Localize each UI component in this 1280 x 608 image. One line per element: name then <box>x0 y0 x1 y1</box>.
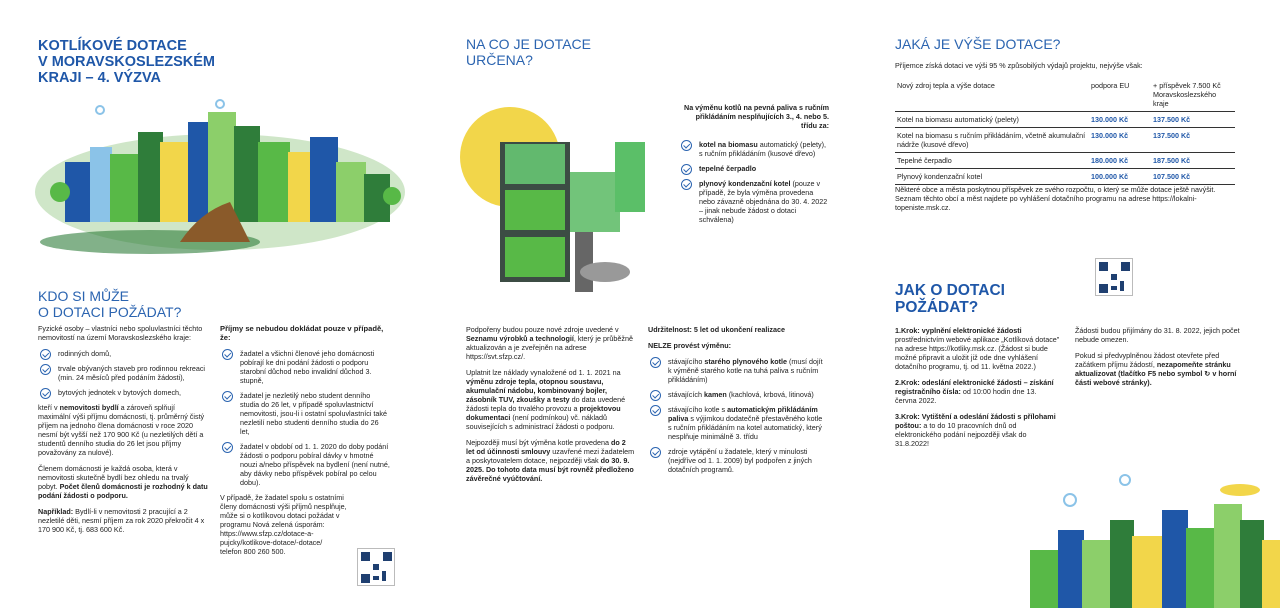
qr-code-lokalni-topeniste <box>1095 258 1133 296</box>
eligibility-text <box>38 324 208 541</box>
qr-code-nzu <box>357 548 395 586</box>
check-icon <box>650 390 661 401</box>
income-paragraph: kteří v nemovitosti bydlí a zároveň splňují maximální výši příjmu domácnosti, tj. průměrný čistý příjem na jednoho člena domácnosti v roce 2020 nesmí být vyšší než 170 900 Kč (u nezletilých dětí a studentů denního studia do 26 let jsou příjmy považovány za nulové). <box>38 403 205 457</box>
sustainability-line: Udržitelnost: 5 let od ukončení realizace <box>648 325 785 334</box>
boiler-illustration <box>455 82 665 312</box>
check-icon <box>681 164 692 175</box>
svt-paragraph: Podpořeny budou pouze nové zdroje uvedené v Seznamu výrobků a technologií, který je průběžně aktualizován a je zveřejněn na adrese https://svt.sfzp.cz/. <box>466 325 633 361</box>
municipality-note: Některé obce a města poskytnou příspěvek ze svého rozpočtu, o který se může dotace ještě navýšit. Seznam těchto obcí a měst najdete po vyhlášení dotačního programu na adrese https://lokalni-topeniste.msk.cz. <box>895 185 1216 212</box>
table-header: Nový zdroj tepla a výše dotace podpora EU + příspěvek 7.500 Kč Moravskoslezského kraje <box>897 81 1221 108</box>
steps-text <box>895 326 1060 455</box>
replacement-list <box>679 140 829 224</box>
nzu-footer: V případě, že žadatel spolu s ostatními členy domácnosti výši příjmů nesplňuje, může si o kotlíkovou dotaci požádat v programu Nová zelená úsporám: https://www.sfzp.cz/dotace-a-pujcky/kotlikove-dotace/-dotace/ telefon 800 260 500. <box>220 493 347 556</box>
section-title-amount: JAKÁ JE VÝŠE DOTACE? <box>895 36 1061 52</box>
check-icon <box>681 179 692 190</box>
check-icon <box>40 388 51 399</box>
step-2: 2.Krok: odeslání elektronické žádosti – získání registračního čísla: od 10:00 hodin dne 13. června 2022. <box>895 378 1054 405</box>
list-item: plynový kondenzační kotel (pouze v případě, že byla výměna provedena nebo závazně objednána do 30. 4. 2022 – jinak nebude žádost o dotaci schválena) <box>679 179 829 224</box>
income-exceptions <box>220 324 390 563</box>
amount-table <box>895 78 1235 185</box>
replacement-heading: Na výměnu kotlů na pevná paliva s ručním přikládáním nesplňujících 3., 4. nebo 5. třídu za: <box>684 103 829 130</box>
page-title: KOTLÍKOVÉ DOTACE V MORAVSKOSLEZSKÉM KRAJI – 4. VÝZVA <box>38 38 215 86</box>
costs-paragraph: Uplatnit lze náklady vynaložené od 1. 1. 2021 na výměnu zdroje tepla, otopnou soustavu, akumulační nádobu, kombinovaný bojler, zásobník TUV, zkoušky a testy do data uvedené žádosti tepla do trvalého provozu a projektovou dokumentaci (není podmínkou) vč. nákladů souvisejících s administrací žádosti o podporu. <box>466 368 626 431</box>
list-item: žadatel je nezletilý nebo student denního studia do 26 let, v případě spoluvlastnictví nemovitosti, jsou-li i ostatní spoluvlastníci také nezletilí nebo studenti denního studia do 26 let, <box>220 391 390 436</box>
list-item: trvale obývaných staveb pro rodinnou rekreaci (min. 24 měsíců před podáním žádosti), <box>38 364 208 382</box>
amount-intro: Příjemce získá dotaci ve výši 95 % způsobilých výdajů projektu, nejvýše však: <box>895 61 1143 70</box>
list-item: stávajícího starého plynového kotle (musí dojít k výměně starého kotle na tuhá paliva s ručním přikládáním) <box>648 357 823 384</box>
section-title-how: JAK O DOTACI POŽÁDAT? <box>895 282 1005 316</box>
submission-deadline: Žádosti budou přijímány do 31. 8. 2022, jejich počet nebude omezen. <box>1075 326 1240 344</box>
table-row: Plynový kondenzační kotel 100.000 Kč 107.500 Kč <box>895 169 1235 185</box>
list-item: zdroje vytápění u žadatele, který v minulosti (nejdříve od 1. 1. 2009) byl podpořen z jiných dotačních programů. <box>648 447 823 474</box>
check-icon <box>222 442 233 453</box>
check-icon <box>650 447 661 458</box>
list-item: žadatel a všichni členové jeho domácnosti pobírají ke dni podání žádosti o podporu starobní důchod nebo invalidní důchod 3. stupně, <box>220 349 390 385</box>
eligibility-intro: Fyzické osoby – vlastníci nebo spoluvlastníci těchto nemovitostí na území Moravskoslezského kraje: <box>38 324 203 342</box>
list-item: žadatel v období od 1. 1. 2020 do doby podání žádosti o podporu pobíral dávky v hmotné nouzi a/nebo příspěvek na bydlení (není nutné, aby dávky nebo příspěvek pobíral po celou dobu). <box>220 442 390 487</box>
step-1: 1.Krok: vyplnění elektronické žádosti prostřednictvím webové aplikace „Kotlíková dotace" na adrese https://kotliky.msk.cz. (Žádost si bude možné připravit a uložit již ode dne vyhlášení dotačního programu, tj. od 11. května 2022.) <box>895 326 1060 371</box>
list-item: kotel na biomasu automatický (pelety), s ručním přikládáním (kusové dřevo) <box>679 140 829 158</box>
section-title-who: KDO SI MŮŽE O DOTACI POŽÁDAT? <box>38 288 182 320</box>
submission-info <box>1075 326 1245 394</box>
exceptions-heading: Příjmy se nebudou dokládat pouze v případě, že: <box>220 324 384 342</box>
list-item: stávajícího kotle s automatickým přikládáním paliva s výjimkou dodatečně přestavěného kotle s ručním přikládáním na kotel automatický, který nesplňuje minimálně 3. třídu <box>648 405 823 441</box>
household-paragraph: Členem domácnosti je každá osoba, která v nemovitosti skutečně bydlí bez ohledu na trvalý pobyt. Počet členů domácnosti je rozhodný k datu podání žádosti o podporu. <box>38 464 208 500</box>
restrictions-list <box>648 357 823 474</box>
check-icon <box>40 364 51 375</box>
check-icon <box>222 391 233 402</box>
example-paragraph: Například: Bydlí-li v nemovitosti 2 pracující a 2 nezletilé děti, nesmí příjem za rok 2020 překročit 4 x 170 900 Kč, tj. 683 600 Kč. <box>38 507 205 534</box>
list-item: bytových jednotek v bytových domech, <box>38 388 208 397</box>
list-item: rodinných domů, <box>38 349 208 358</box>
conditions-text <box>466 325 636 490</box>
city-illustration <box>30 92 410 262</box>
list-item: stávajících kamen (kachlová, krbová, litinová) <box>648 390 823 399</box>
list-item: tepelné čerpadlo <box>679 164 829 173</box>
replacement-box <box>679 103 829 230</box>
section-title-what: NA CO JE DOTACE URČENA? <box>466 36 591 68</box>
check-icon <box>222 349 233 360</box>
restrictions-text <box>648 325 823 480</box>
city-illustration-bottom <box>1010 470 1280 608</box>
deadline-paragraph: Nejpozději musí být výměna kotle provedena do 2 let od účinnosti smlouvy uzavřené mezi žadatelem a poskytovatelem dotace, nejpozději však do 30. 9. 2025. Do tohoto data musí být rovněž předloženo závěrečné vyúčtování. <box>466 438 635 483</box>
check-icon <box>40 349 51 360</box>
check-icon <box>681 140 692 151</box>
restrictions-heading: NELZE provést výměnu: <box>648 341 732 350</box>
table-row: Tepelné čerpadlo 180.000 Kč 187.500 Kč <box>895 153 1235 169</box>
table-row: Kotel na biomasu s ručním přikládáním, včetně akumulační nádrže (kusové dřevo) 130.000 Kč 137.500 Kč <box>895 128 1235 153</box>
eligibility-list <box>38 349 208 397</box>
check-icon <box>650 405 661 416</box>
step-3: 3.Krok: Vytištění a odeslání žádosti s přílohami poštou: a to do 10 pracovních dnů od elektronického podání nejpozději však do 31.8.2022! <box>895 412 1056 448</box>
check-icon <box>650 357 661 368</box>
refresh-note: Pokud si předvyplněnou žádost otevřete před začátkem příjmu žádostí, nezapomeňte stránku aktualizovat (tlačítko F5 nebo symbol ↻ v horní části webové stránky). <box>1075 351 1237 387</box>
table-row: Kotel na biomasu automatický (pelety) 130.000 Kč 137.500 Kč <box>895 112 1235 128</box>
exceptions-list <box>220 349 390 487</box>
